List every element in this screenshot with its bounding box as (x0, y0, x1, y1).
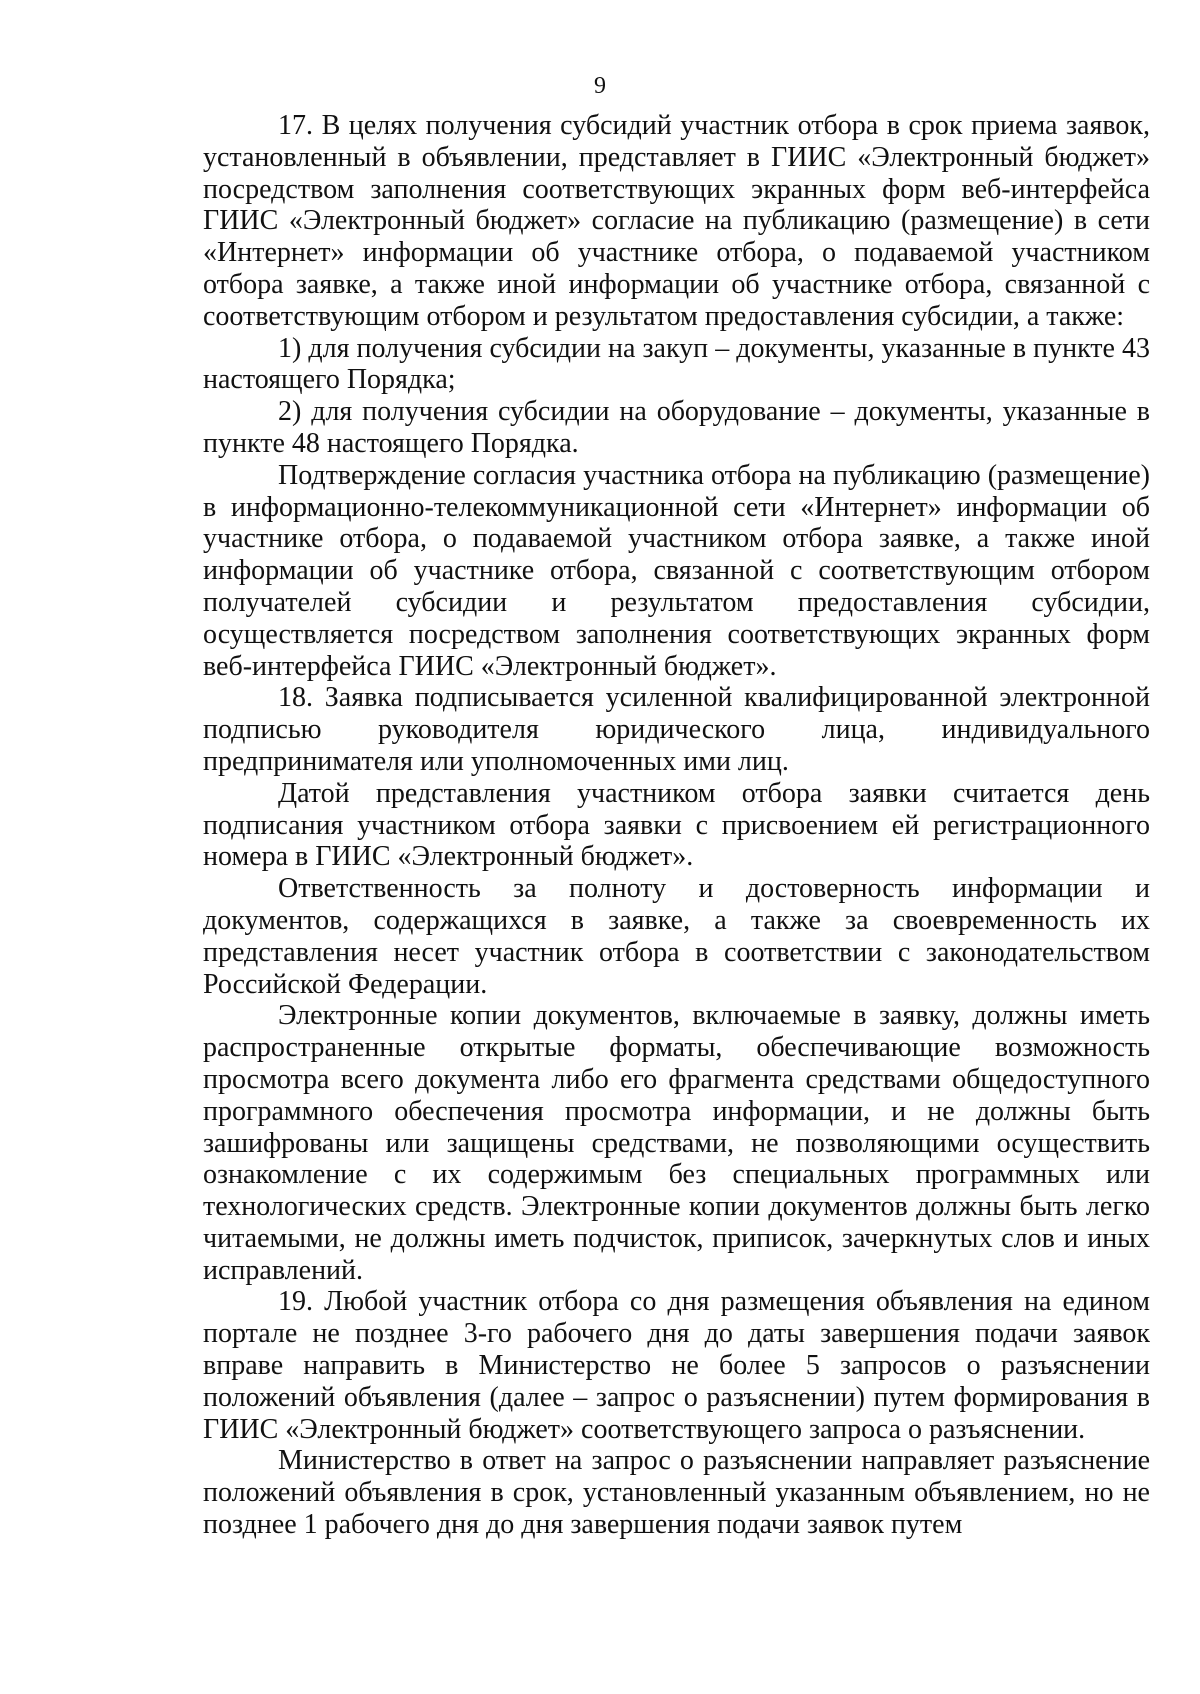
electronic-copies-paragraph: Электронные копии документов, включаемые в заявку, должны иметь распространенные открытые форматы, обеспечивающие возможность просмотра всего документа либо его фрагмента средствами общедоступного программного обеспечения просмотра информации, и не должны быть зашифрованы или защищены средствами, не позволяющими осуществить ознакомление с их содержимым без специальных программных или технологических средств. Электронные копии документов должны быть легко читаемыми, не должны иметь подчисток, приписок, зачеркнутых слов и иных исправлений. (203, 1000, 1150, 1286)
paragraph-17: 17. В целях получения субсидий участник отбора в срок приема заявок, установленный в объявлении, представляет в ГИИС «Электронный бюджет» посредством заполнения соответствующих экранных форм веб-интерфейса ГИИС «Электронный бюджет» согласие на публикацию (размещение) в сети «Интернет» информации об участнике отбора, о подаваемой участником отбора заявке, а также иной информации об участнике отбора, связанной с соответствующим отбором и результатом предоставления субсидии, а также: (203, 110, 1150, 332)
paragraph-18: 18. Заявка подписывается усиленной квалифицированной электронной подписью руководителя юридического лица, индивидуального предпринимателя или уполномоченных ими лиц. (203, 682, 1150, 777)
consent-paragraph: Подтверждение согласия участника отбора на публикацию (размещение) в информационно-телекоммуникационной сети «Интернет» информации об участнике отбора, о подаваемой участником отбора заявке, а также иной информации об участнике отбора, связанной с соответствующим отбором получателей субсидии и результатом предоставления субсидии, осуществляется посредством заполнения соответствующих экранных форм веб-интерфейса ГИИС «Электронный бюджет». (203, 459, 1150, 682)
document-body (203, 110, 1150, 1541)
responsibility-paragraph: Ответственность за полноту и достоверность информации и документов, содержащихся в заявке, а также за своевременность их представления несет участник отбора в соответствии с законодательством Российской Федерации. (203, 873, 1150, 1000)
list-item-2: 2) для получения субсидии на оборудование – документы, указанные в пункте 48 настоящего Порядка. (203, 396, 1150, 459)
page-number: 9 (594, 73, 606, 99)
paragraph-19: 19. Любой участник отбора со дня размещения объявления на едином портале не позднее 3-го рабочего дня до даты завершения подачи заявок вправе направить в Министерство не более 5 запросов о разъяснении положений объявления (далее – запрос о разъяснении) путем формирования в ГИИС «Электронный бюджет» соответствующего запроса о разъяснении. (203, 1286, 1150, 1445)
list-item-1: 1) для получения субсидии на закуп – документы, указанные в пункте 43 настоящего Порядка; (203, 332, 1150, 396)
submission-date-paragraph: Датой представления участником отбора заявки считается день подписания участником отбора заявки с присвоением ей регистрационного номера в ГИИС «Электронный бюджет». (203, 777, 1150, 873)
ministry-response-paragraph: Министерство в ответ на запрос о разъяснении направляет разъяснение положений объявления в срок, установленный указанным объявлением, но не позднее 1 рабочего дня до дня завершения подачи заявок путем (203, 1445, 1150, 1541)
